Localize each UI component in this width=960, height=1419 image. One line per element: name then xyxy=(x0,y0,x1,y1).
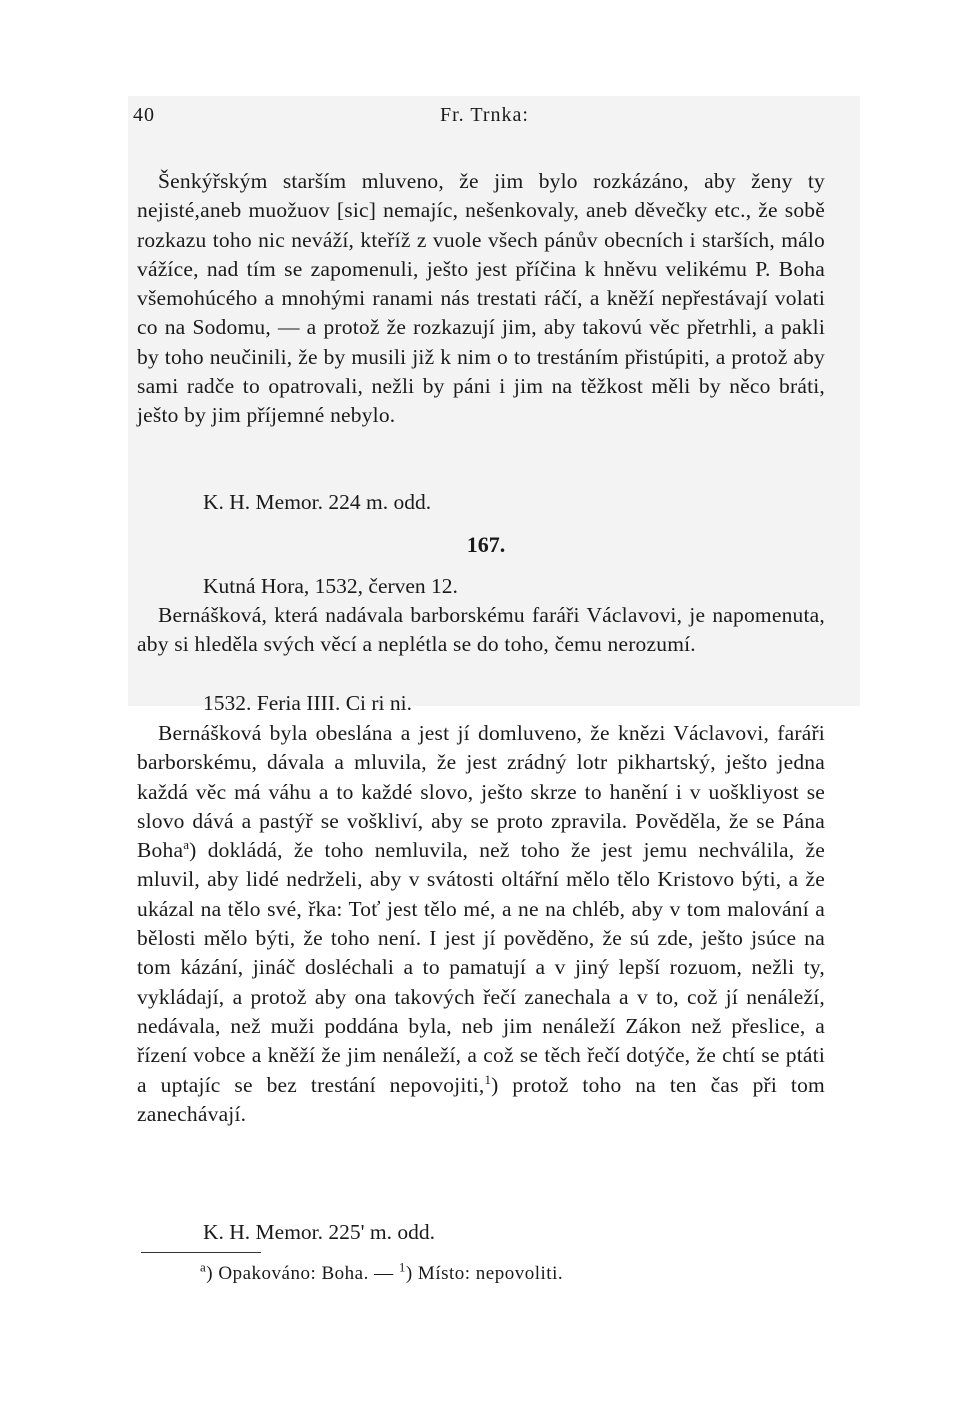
footnote-ref-1: 1 xyxy=(484,1071,492,1087)
entry-167-text xyxy=(137,719,825,1129)
page-number: 40 xyxy=(133,104,155,126)
footnote-text-1: ) Místo: nepovoliti. xyxy=(405,1263,564,1284)
entry-place-date: Kutná Hora, 1532, červen 12. xyxy=(203,574,458,598)
footnotes xyxy=(200,1259,564,1285)
footnote-text-a: ) Opakováno: Boha. — xyxy=(206,1263,399,1284)
footnote-separator xyxy=(141,1252,261,1253)
footnote-ref-a: a xyxy=(183,837,190,853)
entry-date-line: 1532. Feria IIII. Ci ri ni. xyxy=(203,691,412,715)
entry-text-part-1: Bernášková byla obeslána a jest jí domluveno, že knězi Václavovi, faráři barborskému, dávala a mluvila, že jest zrádný lotr pikhartský, ješto jedna každá věc má váhu a to každé slovo, ješto skrze to hanění i v uoškliyost se slovo dává a pastýř se voškliví, aby se proto zpravila. Pověděla, že se Pána Boha xyxy=(137,721,825,863)
footnote-marker-1: 1 xyxy=(398,1259,406,1275)
page-header xyxy=(0,104,960,134)
running-head: Fr. Trnka: xyxy=(440,104,529,126)
footnote-marker-a: a xyxy=(200,1259,207,1275)
entry-number: 167. xyxy=(466,532,506,557)
entry-167-source: K. H. Memor. 225' m. odd. xyxy=(203,1220,436,1244)
entry-summary: Bernášková, která nadávala barborskému faráři Václavovi, je napomenuta, aby si hleděla svých věcí a neplétla se do toho, čemu nerozumí. xyxy=(137,603,825,657)
entry-text-part-2: ) dokládá, že toho nemluvila, než toho že jest jemu nechválila, že mluvil, aby lidé nedrželi, aby v svátosti oltářní mělo tělo Kristovo býti, a že ukázal na tělo své, řka: Toť jest tělo mé, a ne na chléb, aby v tom malování a bělosti mělo býti, že toho není. I jest jí pověděno, že sú zde, ješto jsúce na tom kázání, jináč dosléchali a to pamatují a v jiný lepší rozuom, nežli ty, vykládají, a protož aby ona takových řečí zanechala a v to, což jí nenáleží, nedávala, než muži poddána byla, neb jim nenáleží Zákon než přeslice, a řízení vobce a kněží že jim nenáleží, a což se těch řečí dotýče, že chtí se ptáti a uptajíc se bez trestání nepovojiti, xyxy=(137,838,825,1097)
entry-166-source: K. H. Memor. 224 m. odd. xyxy=(203,490,432,514)
entry-166-text: Šenkýřským starším mluveno, že jim bylo rozkázáno, aby ženy ty nejisté,aneb muožuov [sic] nemajíc, nešenkovaly, aneb děvečky etc., že sobě rozkazu toho nic neváží, kteříž z vuole všech pánův obecních i starších, málo vážíce, nad tím se zapomenuli, ješto jest příčina k hněvu velikému P. Boha všemohúcého a mnohými ranami nás trestati ráčí, a kněží nepřestávají volati co na Sodomu, — a protož že rozkazují jim, aby takovú věc přetrhli, a pakli by toho neučinili, že by musili již k nim o to trestáním přistúpiti, a protož aby sami radče to opatrovali, nežli by páni i jim na těžkost měli by něco bráti, ješto by jim příjemné nebylo. xyxy=(137,169,825,428)
entry-text-part-3: ) protož toho na ten čas při tom zanechávají. xyxy=(137,1072,825,1126)
